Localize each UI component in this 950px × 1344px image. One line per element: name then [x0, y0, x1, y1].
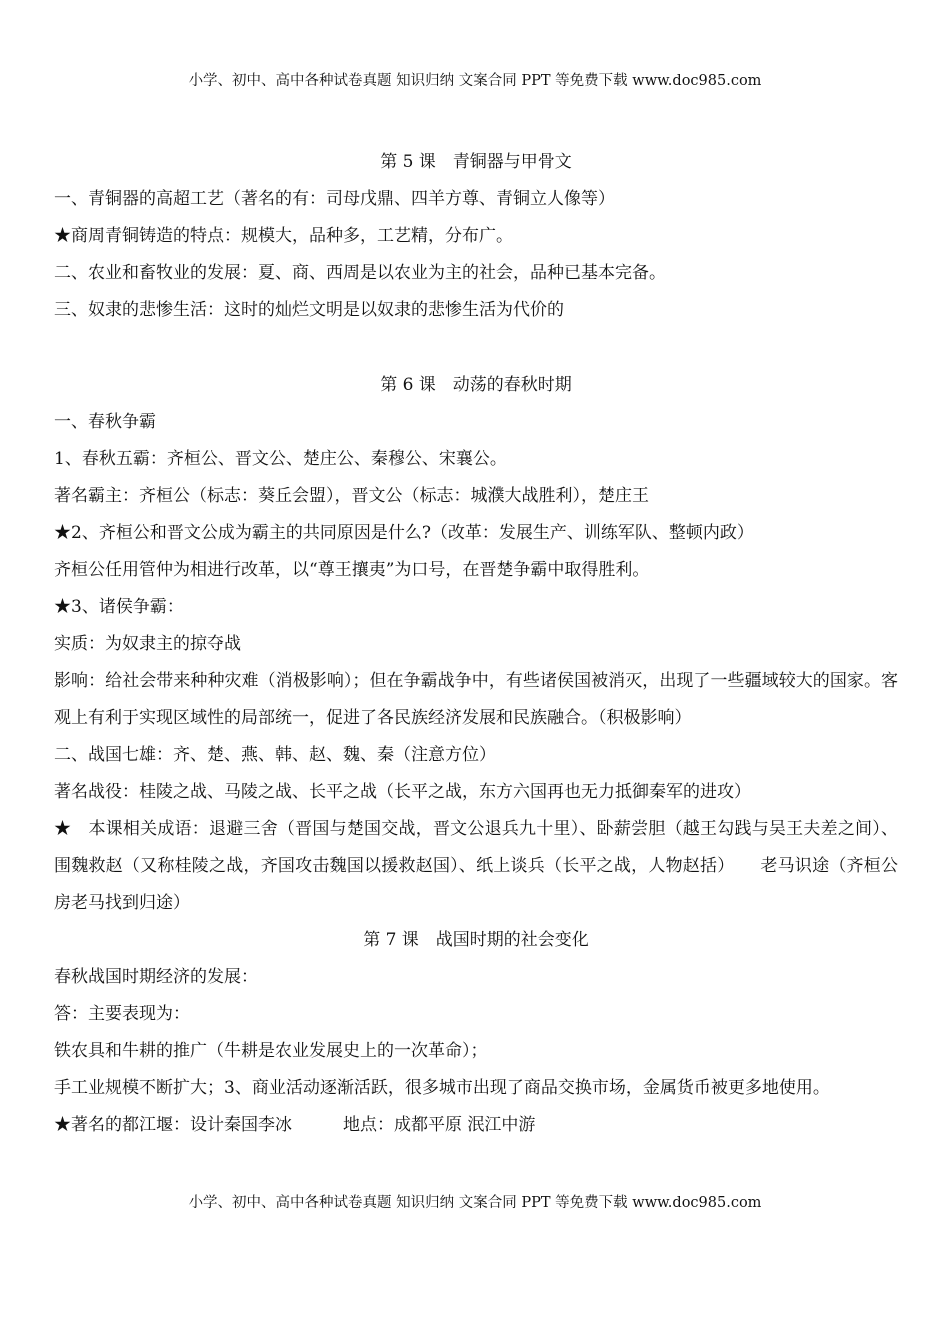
lesson5-title: 第 5 课 青铜器与甲骨文 [380, 152, 572, 172]
lesson6-line: ★3、诸侯争霸： [54, 597, 184, 617]
lesson7-line: 铁农具和牛耕的推广（牛耕是农业发展史上的一次革命）； [54, 1041, 488, 1061]
lesson6-idioms-paragraph: ★ 本课相关成语：退避三舍（晋国与楚国交战，晋文公退兵九十里）、卧薪尝胆（越王勾践与吴王夫差之间）、围魏救赵（又称桂陵之战，齐国攻击魏国以援救赵国）、纸上谈兵（长平之战，人物赵括） 老马识途（齐桓公房老马找到归途） [54, 819, 898, 913]
lesson7-dujiangyan-line: ★著名的都江堰：设计秦国李冰 地点：成都平原 泯江中游 [54, 1115, 536, 1135]
lesson5-line: ★商周青铜铸造的特点：规模大，品种多，工艺精，分布广。 [54, 226, 513, 246]
section-gap [54, 329, 898, 367]
lesson7-title: 第 7 课 战国时期的社会变化 [363, 930, 589, 950]
lesson6-line: 著名霸主：齐桓公（标志：葵丘会盟），晋文公（标志：城濮大战胜利），楚庄王 [54, 486, 649, 506]
lesson5-line: 一、青铜器的高超工艺（著名的有：司母戊鼎、四羊方尊、青铜立人像等） [54, 189, 615, 209]
lesson6-line: 著名战役：桂陵之战、马陵之战、长平之战（长平之战，东方六国再也无力抵御秦军的进攻） [54, 782, 751, 802]
lesson6-line: 二、战国七雄：齐、楚、燕、韩、赵、魏、秦（注意方位） [54, 745, 496, 765]
lesson5-line: 二、农业和畜牧业的发展：夏、商、西周是以农业为主的社会，品种已基本完备。 [54, 263, 666, 283]
lesson6-influence-paragraph: 影响：给社会带来种种灾难（消极影响）；但在争霸战争中，有些诸侯国被消灭，出现了一些疆域较大的国家。客观上有利于实现区域性的局部统一，促进了各民族经济发展和民族融合。（积极影响） [54, 671, 898, 728]
page-header: 小学、初中、高中各种试卷真题 知识归纳 文案合同 PPT 等免费下载 www.doc985.com [188, 73, 762, 89]
page-footer: 小学、初中、高中各种试卷真题 知识归纳 文案合同 PPT 等免费下载 www.doc985.com [188, 1195, 762, 1211]
lesson6-line: 齐桓公任用管仲为相进行改革，以“尊王攘夷”为口号，在晋楚争霸中取得胜利。 [54, 560, 650, 580]
document-body [54, 144, 898, 1144]
lesson6-line: 1、春秋五霸：齐桓公、晋文公、楚庄公、秦穆公、宋襄公。 [54, 449, 507, 469]
lesson6-line: 实质：为奴隶主的掠夺战 [54, 634, 241, 654]
lesson7-line: 答：主要表现为： [54, 1004, 190, 1024]
lesson7-line: 春秋战国时期经济的发展： [54, 967, 258, 987]
lesson6-line: 一、春秋争霸 [54, 412, 156, 432]
lesson6-title: 第 6 课 动荡的春秋时期 [380, 375, 572, 395]
lesson5-line: 三、奴隶的悲惨生活：这时的灿烂文明是以奴隶的悲惨生活为代价的 [54, 300, 564, 320]
lesson7-handicraft-paragraph: 手工业规模不断扩大；3、商业活动逐渐活跃，很多城市出现了商品交换市场，金属货币被更多地使用。 [54, 1078, 830, 1098]
lesson6-line: ★2、齐桓公和晋文公成为霸主的共同原因是什么?（改革：发展生产、训练军队、整顿内政） [54, 523, 754, 543]
